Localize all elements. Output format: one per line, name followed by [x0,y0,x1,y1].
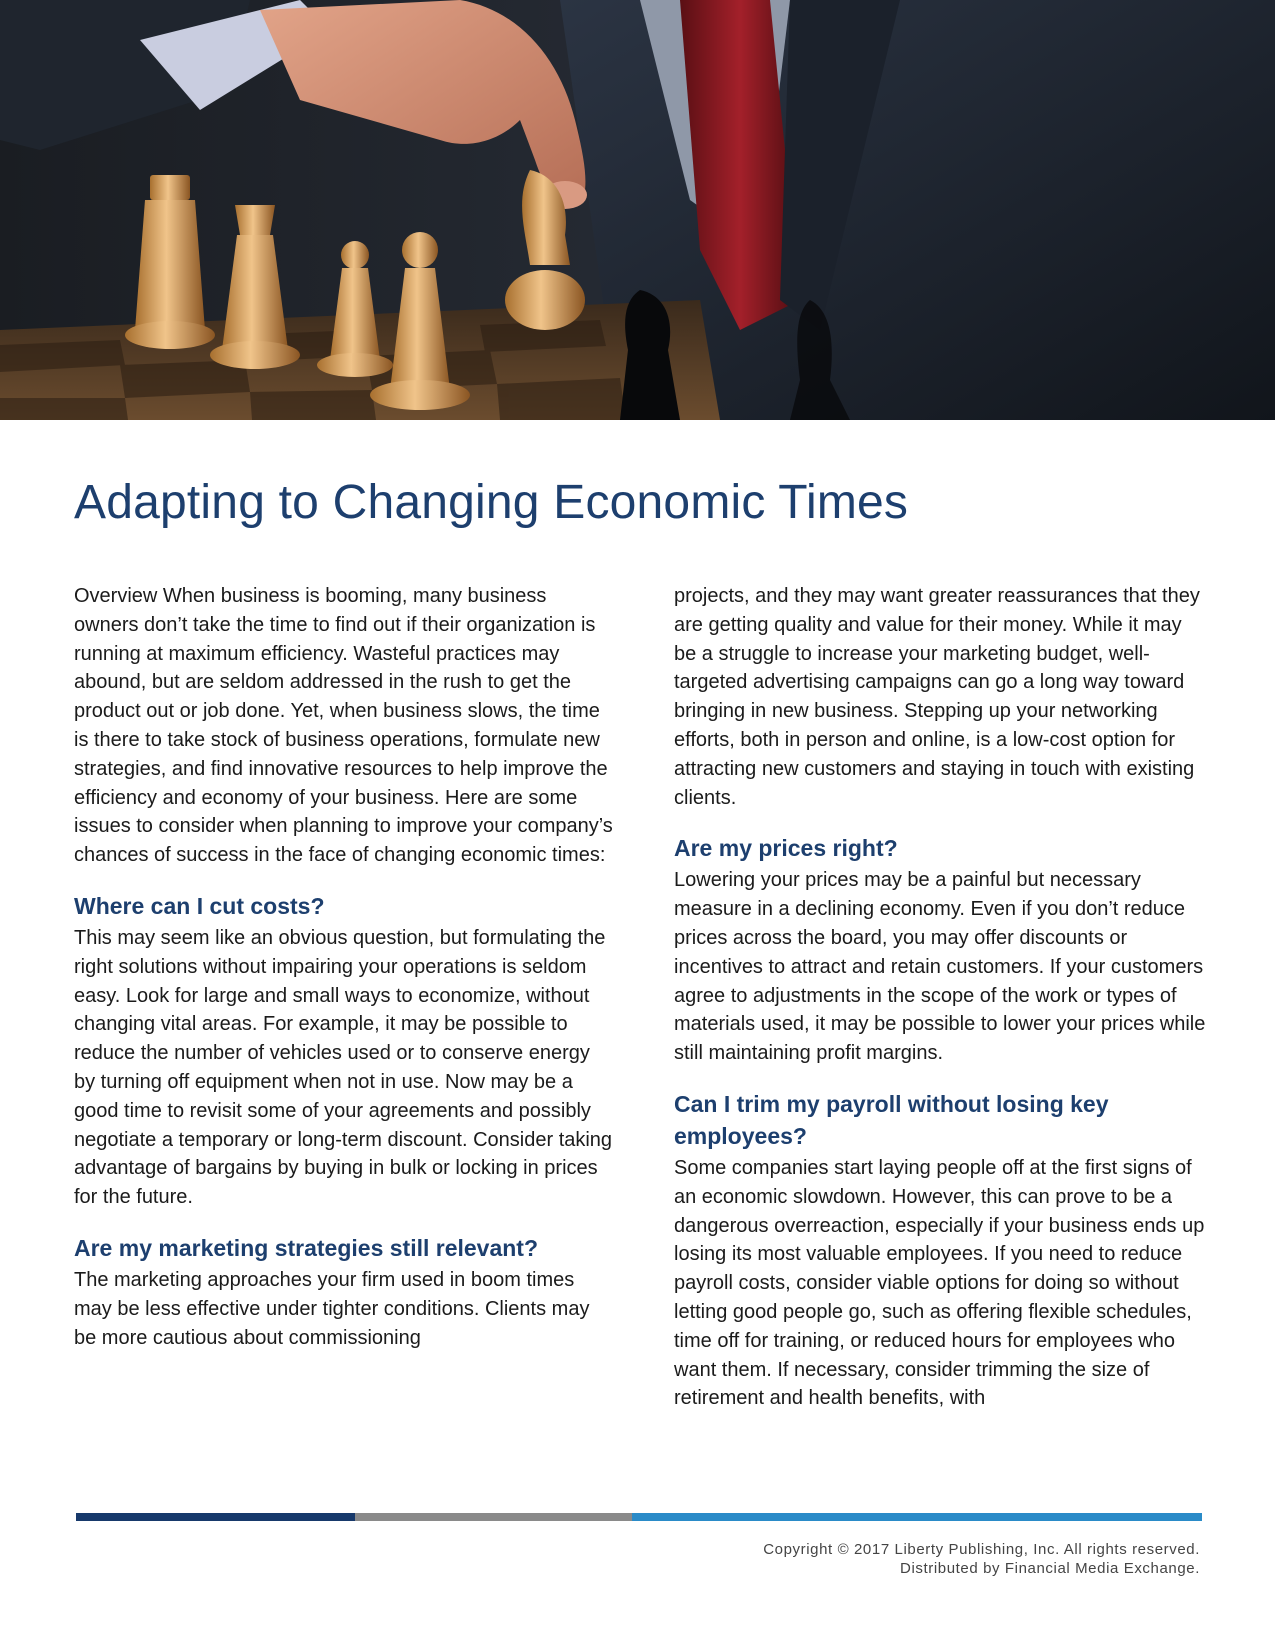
footer-bar-navy-segment [76,1513,355,1521]
left-column [74,582,614,1352]
footer-color-bar [76,1513,1202,1521]
section-heading-prices: Are my prices right? [674,835,898,862]
footer-bar-gray-segment [355,1513,632,1521]
section-body-marketing-part1: The marketing approaches your firm used in boom times may be less effective under tighter conditions. Clients may be more cautious about commissioning [74,1268,590,1349]
section-body-payroll: Some companies start laying people off at the first signs of an economic slowdown. However, this can prove to be a dangerous overreaction, especially if your business ends up losing its most valuable employees. If you need to reduce payroll costs, consider viable options for doing so without letting good people go, such as offering flexible schedules, time off for training, or reduced hours for employees who want them. If necessary, consider trimming the size of retirement and health benefits, with [674,1156,1205,1410]
section-heading-payroll: Can I trim my payroll without losing key employees? [674,1090,1109,1149]
footer-bar-blue-segment [632,1513,1202,1521]
page-title: Adapting to Changing Economic Times [74,476,909,529]
section-heading-marketing: Are my marketing strategies still relevant? [74,1234,539,1261]
footer [763,1540,1200,1578]
intro-paragraph: Overview When business is booming, many business owners don’t take the time to find out if their organization is running at maximum efficiency. Wasteful practices may abound, but are seldom addressed in the rush to get the product out or job done. Yet, when business slows, the time is there to take stock of business operations, formulate new strategies, and find innovative resources to help improve the efficiency and economy of your business. Here are some issues to consider when planning to improve your company’s chances of success in the face of changing economic times: [74,585,613,867]
right-column [674,582,1209,1413]
section-body-cut-costs: This may seem like an obvious question, but formulating the right solutions without impairing your operations is seldom easy. Look for large and small ways to economize, without changing vital areas. For example, it may be possible to reduce the number of vehicles used or to conserve energy by turning off equipment when not in use. Now may be a good time to revisit some of your agreements and possibly negotiate a temporary or long-term discount. Consider taking advantage of bargains by buying in bulk or locking in prices for the future. [74,926,613,1209]
hero-image [0,0,1275,420]
chess-hand-illustration [0,0,1275,420]
distribution-text: Distributed by Financial Media Exchange. [900,1560,1200,1577]
section-body-prices: Lowering your prices may be a painful but necessary measure in a declining economy. Even if you don’t reduce prices across the board, you may offer discounts or incentives to attract and retain customers. If your customers agree to adjustments in the scope of the work or types of materials used, it may be possible to lower your prices while still maintaining profit margins. [674,869,1206,1065]
copyright-text: Copyright © 2017 Liberty Publishing, Inc. All rights reserved. [763,1541,1200,1558]
section-heading-cut-costs: Where can I cut costs? [74,892,325,919]
section-body-marketing-part2: projects, and they may want greater reassurances that they are getting quality and value for their money. While it may be a struggle to increase your marketing budget, well-targeted advertising campaigns can go a long way toward bringing in new business. Stepping up your networking efforts, both in person and online, is a low-cost option for attracting new customers and staying in touch with existing clients. [674,585,1200,809]
